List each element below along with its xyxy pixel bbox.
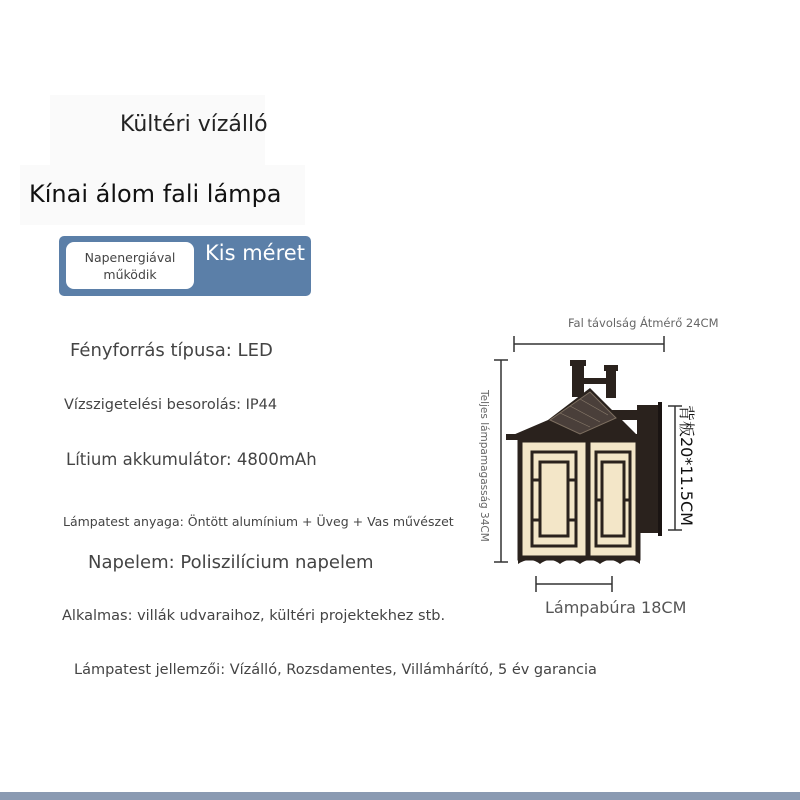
lamp-base	[518, 556, 640, 564]
spec-solar-panel: Napelem: Poliszilícium napelem	[88, 552, 374, 573]
dimension-shade-label: Lámpabúra 18CM	[545, 598, 687, 617]
wall-lamp-illustration	[480, 330, 700, 600]
lamp-glass	[520, 440, 638, 558]
shade-dimension-line	[536, 576, 612, 592]
spec-suitable-for: Alkalmas: villák udvaraihoz, kültéri projektekhez stb.	[62, 608, 446, 624]
spec-waterproof-rating: Vízszigetelési besorolás: IP44	[64, 397, 278, 413]
height-dimension-line	[494, 360, 508, 562]
spec-features: Lámpatest jellemzői: Vízálló, Rozsdamentes, Villámhárító, 5 év garancia	[74, 662, 597, 678]
spec-light-source: Fényforrás típusa: LED	[70, 340, 273, 361]
product-subtitle: Kültéri vízálló	[120, 112, 268, 137]
dimension-height-label: Teljes lámpamagasság 34CM	[478, 390, 490, 542]
solar-powered-label: Napenergiával működik	[66, 242, 194, 289]
width-dimension-line	[514, 336, 664, 352]
footer-bar	[0, 792, 800, 800]
product-title: Kínai álom fali lámpa	[29, 180, 282, 208]
dimension-width-label: Fal távolság Átmérő 24CM	[568, 316, 719, 330]
feature-badge	[59, 236, 311, 296]
small-size-label: Kis méret	[205, 241, 305, 265]
dimension-backplate-label: 背板20*11.5CM	[677, 405, 696, 526]
spec-material: Lámpatest anyaga: Öntött alumínium + Üveg + Vas művészet	[63, 514, 454, 529]
backplate-dimension-line	[668, 406, 682, 530]
spec-battery: Lítium akkumulátor: 4800mAh	[66, 450, 317, 469]
